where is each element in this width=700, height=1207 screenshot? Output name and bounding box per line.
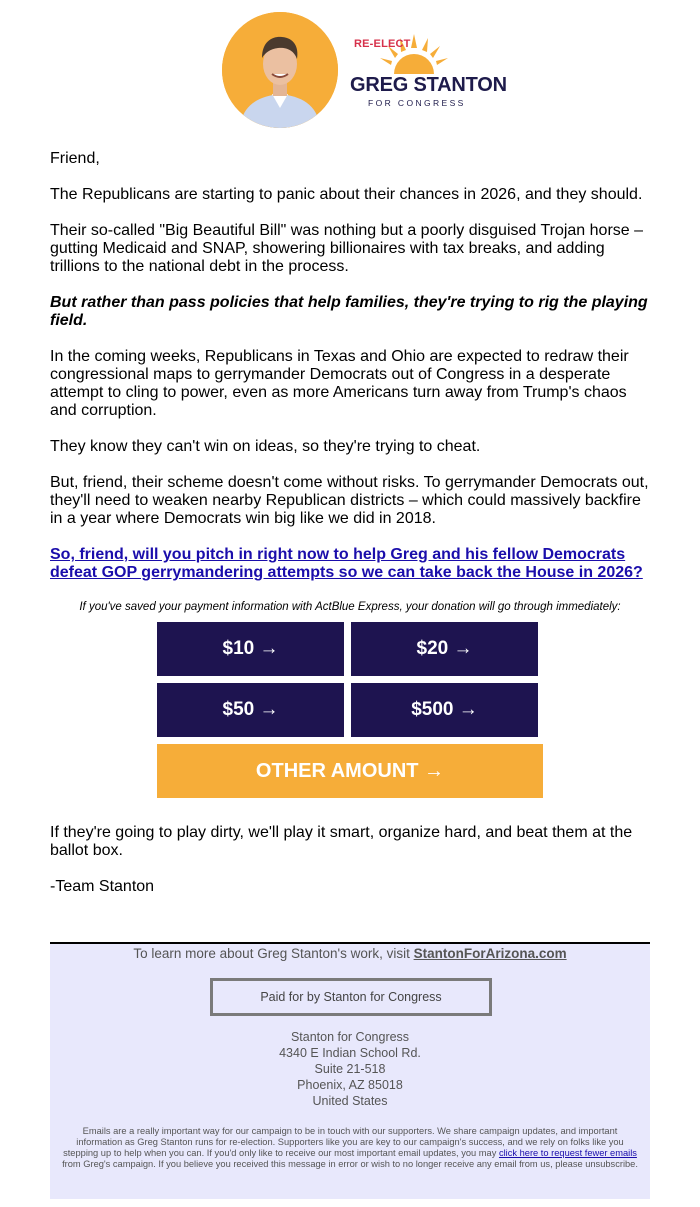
fine-print-text: Emails are a really important way for our campaign to be in touch with our supporters. We share campaign updates, and important information as Greg Stanton runs for re-election. Supporters like you are key to our campaign's success, and we rely on folks like you stepping up to help when you can. If you'd only like to receive our most important email updates, you may xyxy=(63,1126,624,1158)
paragraph-3-emphasis: But rather than pass policies that help families, they're trying to rig the playing field. xyxy=(50,294,648,329)
paragraph-5: They know they can't win on ideas, so they're trying to cheat. xyxy=(50,438,481,455)
donate-cta-link[interactable]: So, friend, will you pitch in right now to help Greg and his fellow Democrats defeat GOP gerrymandering attempts so we can take back the House in 2026? xyxy=(50,546,643,581)
candidate-photo xyxy=(222,12,338,128)
address-line: Suite 21-518 xyxy=(314,1062,386,1076)
email-body xyxy=(50,150,650,582)
address-line: Phoenix, AZ 85018 xyxy=(297,1078,403,1092)
donate-50-button[interactable]: $50 → xyxy=(157,683,344,737)
logo-reelect: RE-ELECT xyxy=(354,38,411,50)
email-header xyxy=(0,12,700,130)
closing-paragraph: If they're going to play dirty, we'll play it smart, organize hard, and beat them at the ballot box. xyxy=(50,824,633,859)
email-closing xyxy=(50,824,650,896)
paid-for-disclaimer: Paid for by Stanton for Congress xyxy=(210,978,492,1016)
learn-more-line xyxy=(50,946,650,961)
paragraph-6: But, friend, their scheme doesn't come without risks. To gerrymander Democrats out, they'll need to weaken nearby Republican districts – which could massively backfire in a year where Democrats win big like we did in 2018. xyxy=(50,474,649,527)
address-line: Stanton for Congress xyxy=(290,1030,410,1044)
address-line: 4340 E Indian School Rd. xyxy=(279,1046,421,1060)
signoff: -Team Stanton xyxy=(50,878,155,895)
donate-10-button[interactable]: $10 → xyxy=(157,622,344,676)
address-line: United States xyxy=(312,1094,388,1108)
donate-20-button[interactable]: $20 → xyxy=(351,622,538,676)
actblue-note: If you've saved your payment information with ActBlue Express, your donation will go through immediately: xyxy=(79,601,621,613)
donate-other-amount-button[interactable]: OTHER AMOUNT → xyxy=(157,744,543,798)
learn-more-text: To learn more about Greg Stanton's work, visit xyxy=(133,946,414,961)
email-footer xyxy=(50,942,650,1199)
logo-subtitle: FOR CONGRESS xyxy=(368,98,466,108)
donate-500-button[interactable]: $500 → xyxy=(351,683,538,737)
paragraph-1: The Republicans are starting to panic about their chances in 2026, and they should. xyxy=(50,186,643,203)
paragraph-4: In the coming weeks, Republicans in Texas and Ohio are expected to redraw their congressional maps to gerrymander Democrats out of Congress in a desperate attempt to cling to power, even as more Americans turn away from Trump's chaos and corruption. xyxy=(50,348,629,419)
paragraph-2: Their so-called "Big Beautiful Bill" was nothing but a poorly disguised Trojan horse – gutting Medicaid and SNAP, showering billionaires with tax breaks, and adding trillions to the national debt in the process. xyxy=(50,222,644,275)
website-link[interactable]: StantonForArizona.com xyxy=(413,946,567,961)
logo-name: GREG STANTON xyxy=(350,74,507,96)
fewer-emails-link[interactable]: click here to request fewer emails xyxy=(498,1148,637,1158)
fine-print-text-end: from Greg's campaign. If you believe you received this message in error or wish to no longer receive any email from us, please unsubscribe. xyxy=(62,1159,638,1169)
email-fine-print xyxy=(60,1126,640,1170)
campaign-logo xyxy=(348,34,507,134)
mailing-address xyxy=(50,1029,650,1109)
greeting: Friend, xyxy=(50,150,100,167)
